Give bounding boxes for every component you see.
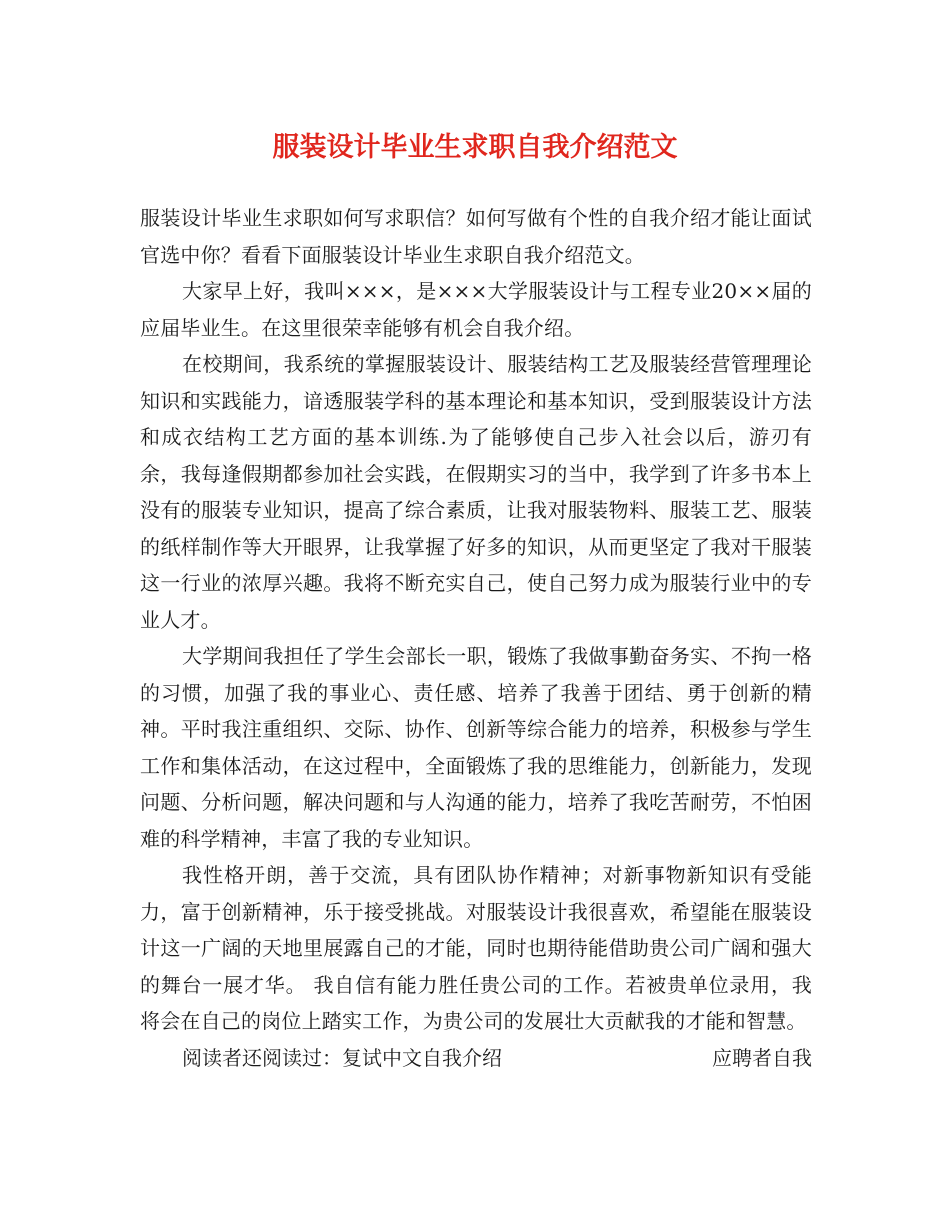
related-reading <box>140 1040 812 1077</box>
paragraph-greeting: 大家早上好，我叫×××，是×××大学服装设计与工程专业20××届的应届毕业生。在这里很荣幸能够有机会自我介绍。 <box>140 279 812 340</box>
paragraph-personality: 我性格开朗，善于交流，具有团队协作精神；对新事物新知识有受能力，富于创新精神，乐于接受挑战。对服装设计我很喜欢，希望能在服装设计这一广阔的天地里展露自己的才能，同时也期待能借助贵公司广阔和强大的舞台一展才华。 我自信有能力胜任贵公司的工作。若被贵单位录用，我将会在自己的岗位上踏实工作，为贵公司的发展壮大贡献我的才能和智慧。 <box>140 863 812 1033</box>
related-reading-left[interactable]: 阅读者还阅读过：复试中文自我介绍 <box>182 1045 502 1070</box>
document-body <box>140 200 812 1076</box>
intro-paragraph: 服装设计毕业生求职如何写求职信？如何写做有个性的自我介绍才能让面试官选中你？看看下面服装设计毕业生求职自我介绍范文。 <box>140 206 812 267</box>
paragraph-school: 在校期间，我系统的掌握服装设计、服装结构工艺及服装经营管理理论知识和实践能力，谙透服装学科的基本理论和基本知识，受到服装设计方法和成衣结构工艺方面的基本训练.为了能够使自己步入社会以后，游刃有余，我每逢假期都参加社会实践，在假期实习的当中，我学到了许多书本上没有的服装专业知识，提高了综合素质，让我对服装物料、服装工艺、服装的纸样制作等大开眼界，让我掌握了好多的知识，从而更坚定了我对干服装这一行业的浓厚兴趣。我将不断充实自己，使自己努力成为服装行业中的专业人才。 <box>140 352 812 632</box>
document-title: 服装设计毕业生求职自我介绍范文 <box>272 132 678 163</box>
paragraph-university: 大学期间我担任了学生会部长一职，锻炼了我做事勤奋务实、不拘一格的习惯，加强了我的事业心、责任感、培养了我善于团结、勇于创新的精神。平时我注重组织、交际、协作、创新等综合能力的培养，积极参与学生工作和集体活动，在这过程中，全面锻炼了我的思维能力，创新能力，发现问题、分析问题，解决问题和与人沟通的能力，培养了我吃苦耐劳，不怕困难的科学精神，丰富了我的专业知识。 <box>140 644 812 851</box>
related-reading-right[interactable]: 应聘者自我 <box>712 1045 812 1070</box>
